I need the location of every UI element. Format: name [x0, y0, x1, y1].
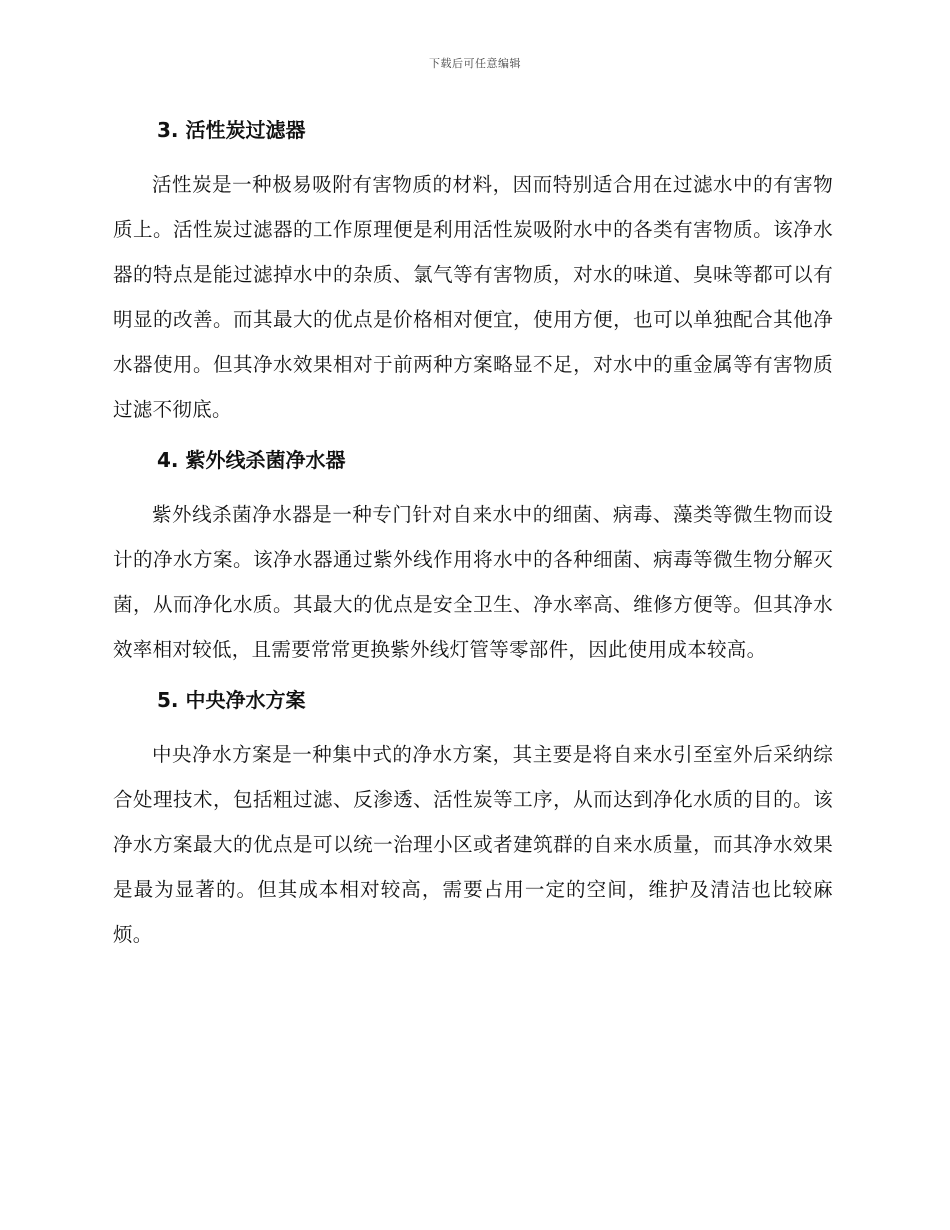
section-heading: 4. 紫外线杀菌净水器: [157, 448, 346, 472]
section-paragraph: 活性炭是一种极易吸附有害物质的材料，因而特别适合用在过滤水中的有害物质上。活性炭过滤器的工作原理便是利用活性炭吸附水中的各类有害物质。该净水器的特点是能过滤掉水中的杂质、氯气等有害物质，对水的味道、臭味等都可以有明显的改善。而其最大的优点是价格相对便宜，使用方便，也可以单独配合其他净水器使用。但其净水效果相对于前两种方案略显不足，对水中的重金属等有害物质过滤不彻底。: [113, 173, 833, 421]
section-activated-carbon-filter: [113, 110, 833, 432]
section-heading: 5. 中央净水方案: [157, 688, 306, 712]
document-content: [113, 110, 833, 965]
section-heading: 3. 活性炭过滤器: [157, 118, 306, 142]
section-paragraph: 中央净水方案是一种集中式的净水方案，其主要是将自来水引至室外后采纳综合处理技术，包括粗过滤、反渗透、活性炭等工序，从而达到净化水质的目的。该净水方案最大的优点是可以统一治理小区或者建筑群的自来水质量，而其净水效果是最为显著的。但其成本相对较高，需要占用一定的空间，维护及清洁也比较麻烦。: [113, 743, 833, 946]
section-paragraph: 紫外线杀菌净水器是一种专门针对自来水中的细菌、病毒、藻类等微生物而设计的净水方案。该净水器通过紫外线作用将水中的各种细菌、病毒等微生物分解灭菌，从而净化水质。其最大的优点是安全卫生、净水率高、维修方便等。但其净水效率相对较低，且需要常常更换紫外线灯管等零部件，因此使用成本较高。: [113, 503, 833, 661]
page-header: 下载后可任意编辑: [429, 57, 521, 70]
section-central-water-purification: [113, 680, 833, 957]
section-uv-sterilizer: [113, 440, 833, 672]
